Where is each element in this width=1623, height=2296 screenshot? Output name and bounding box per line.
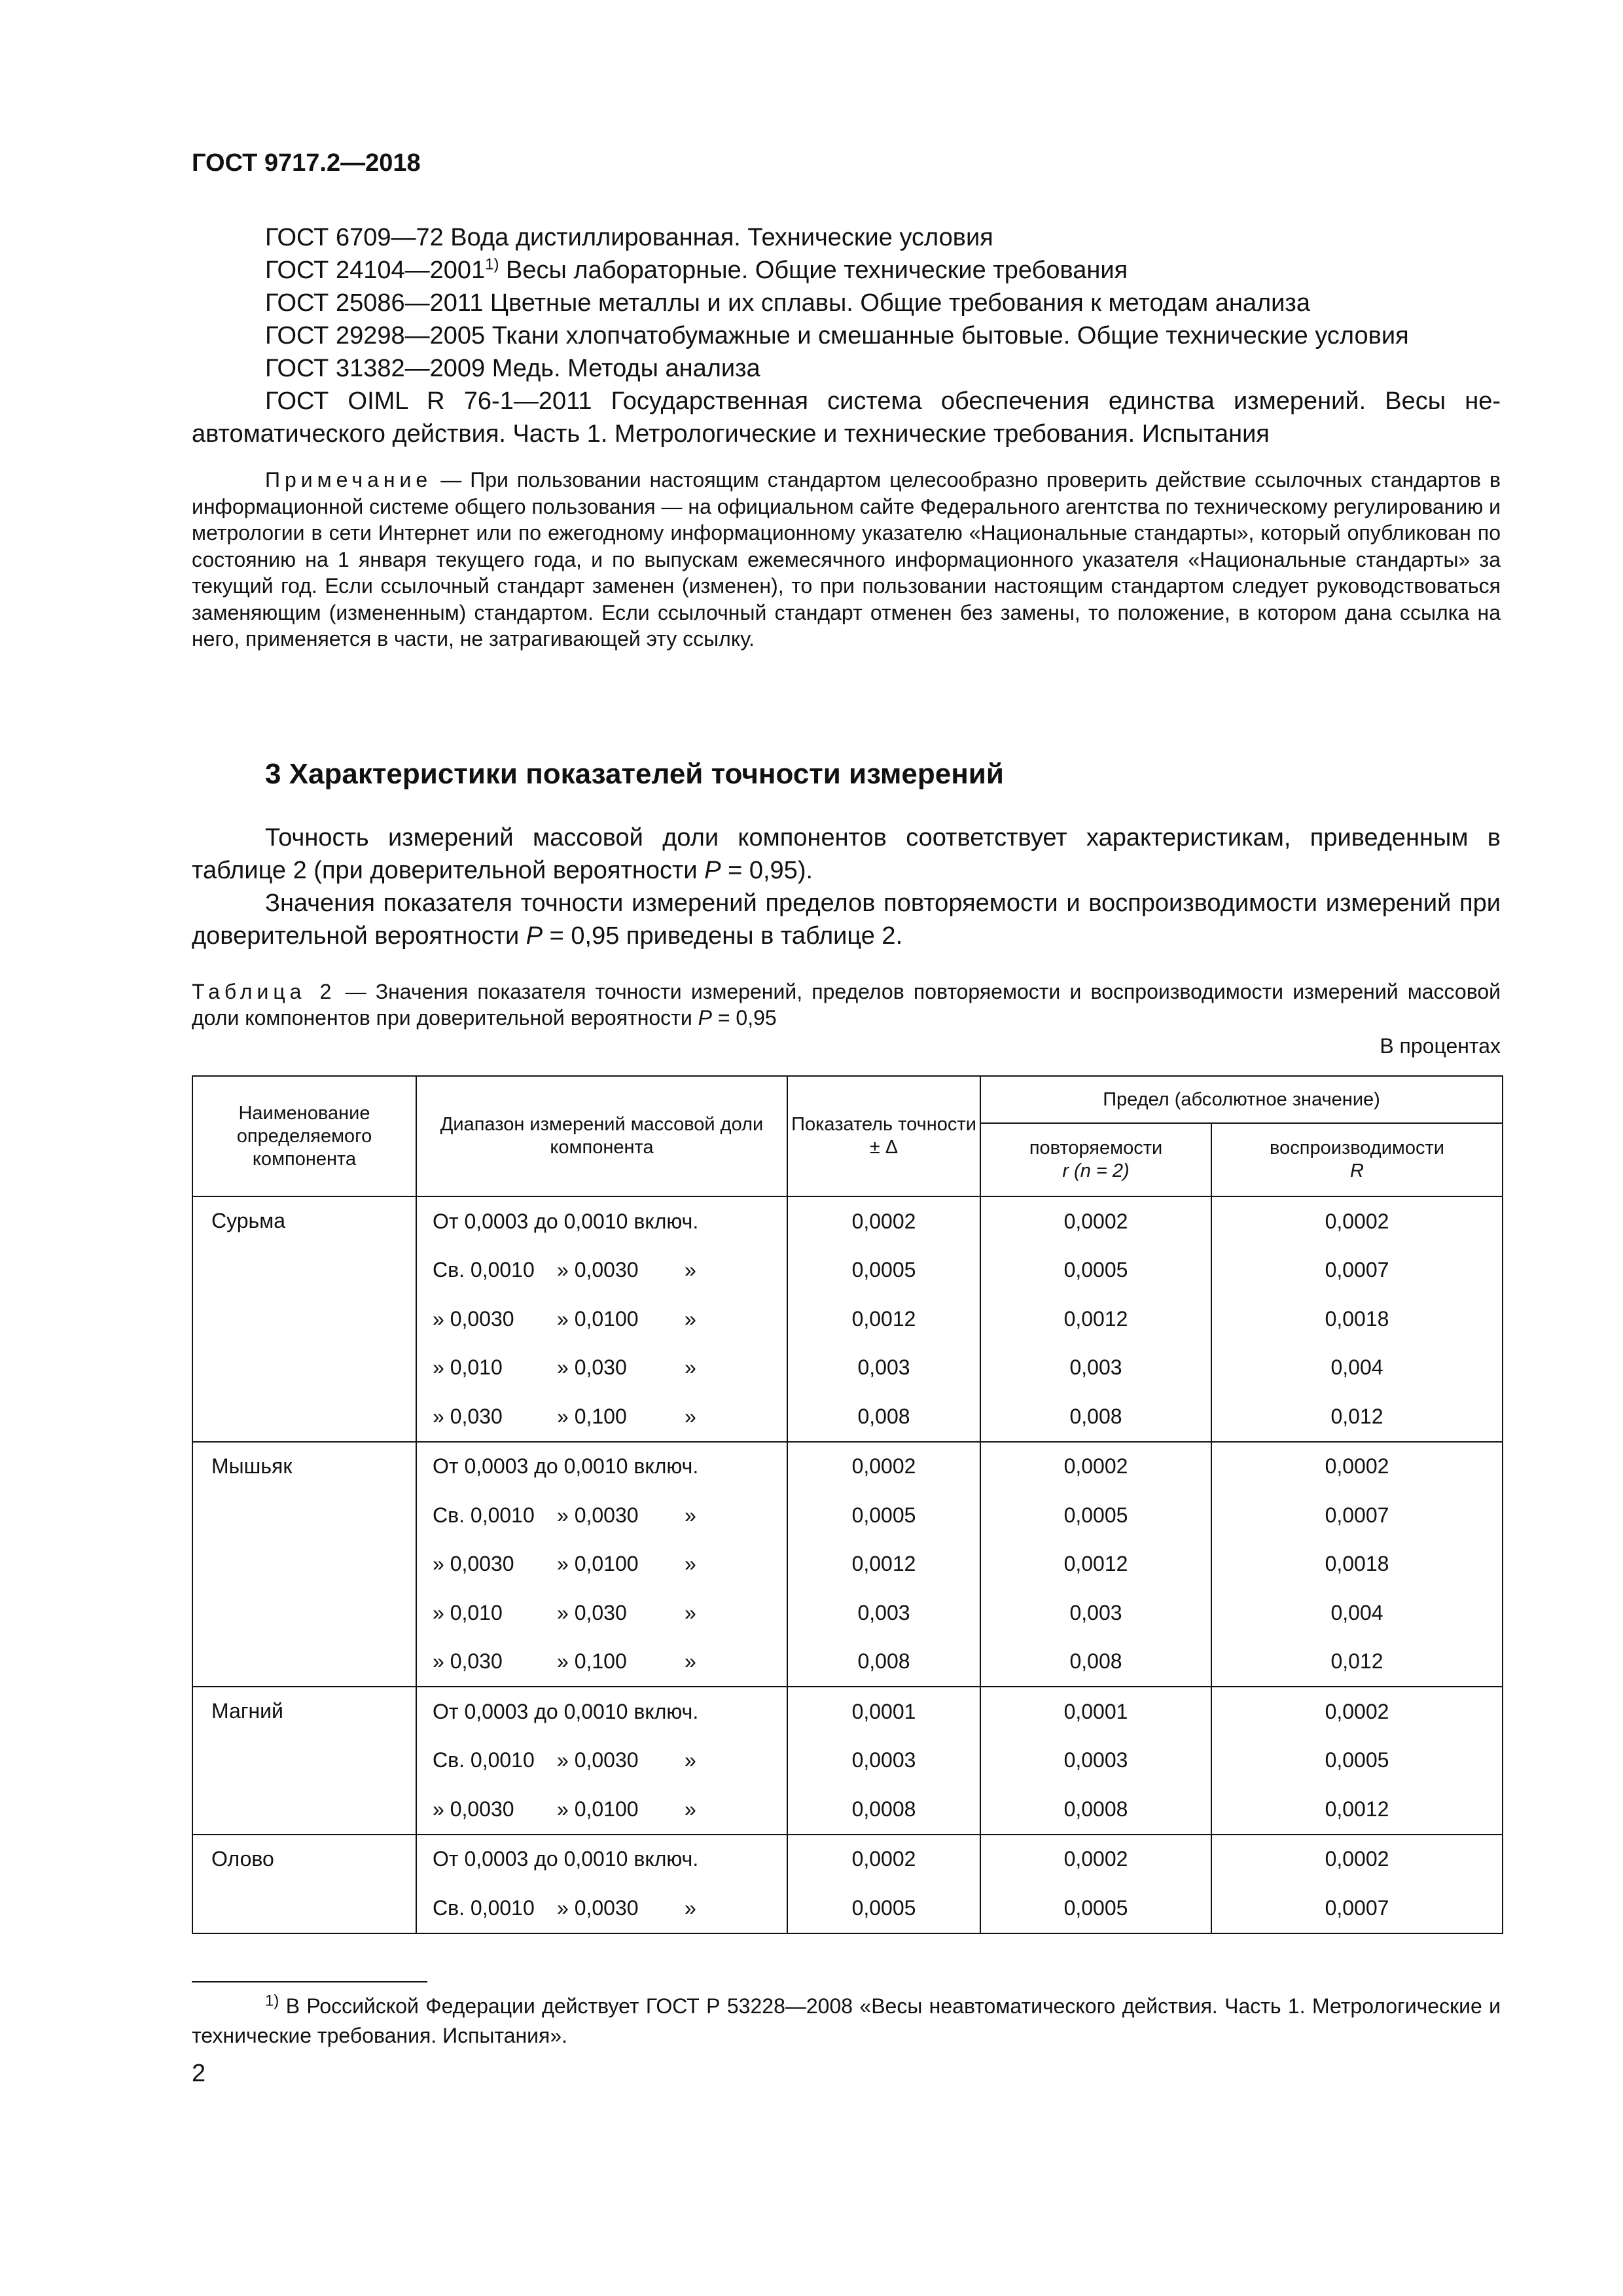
reproducibility-value: 0,0002 — [1211, 1835, 1503, 1884]
repeatability-value: 0,0005 — [980, 1246, 1211, 1295]
accuracy-value: 0,003 — [787, 1588, 980, 1638]
accuracy-value: 0,0005 — [787, 1491, 980, 1540]
reproducibility-value: 0,0018 — [1211, 1295, 1503, 1344]
reference-item: ГОСТ 31382—2009 Медь. Методы анализа — [265, 355, 760, 382]
header-repeatability: повторяемости r (n = 2) — [980, 1123, 1211, 1196]
component-name: Олово — [192, 1835, 416, 1933]
footnote: $^{1)}$ В Российской Федерации действует ГОСТ Р 53228—2008 «Весы неавтоматического действия. Часть 1. Метрологические и технические требования. Испытания». — [192, 1992, 1501, 2047]
component-name: Мышьяк — [192, 1442, 416, 1687]
repeatability-value: 0,0005 — [980, 1884, 1211, 1933]
reproducibility-value: 0,004 — [1211, 1344, 1503, 1393]
header-range: Диапазон измерений массовой доли компонента — [416, 1076, 787, 1196]
reference-item: ГОСТ 24104—2001$^{1)}$ Весы лабораторные. Общие технические требования — [265, 255, 1128, 284]
range-cell: » 0,0030 » 0,0100 » — [416, 1295, 787, 1344]
reproducibility-value: 0,012 — [1211, 1392, 1503, 1442]
accuracy-value: 0,0012 — [787, 1295, 980, 1344]
table-row — [192, 1442, 1503, 1492]
reproducibility-value: 0,0007 — [1211, 1491, 1503, 1540]
reproducibility-value: 0,0018 — [1211, 1540, 1503, 1589]
header-limit: Предел (абсолютное значение) — [980, 1076, 1503, 1123]
component-name: Сурьма — [192, 1196, 416, 1442]
table-unit: В процентах — [1380, 1034, 1501, 1058]
table-row — [192, 1687, 1503, 1736]
reproducibility-value: 0,0005 — [1211, 1736, 1503, 1785]
reference-item: ГОСТ 25086—2011 Цветные металлы и их сплавы. Общие требования к методам анализа — [265, 289, 1310, 317]
reproducibility-value: 0,0007 — [1211, 1246, 1503, 1295]
range-cell: Св. 0,0010 » 0,0030 » — [416, 1246, 787, 1295]
repeatability-value: 0,003 — [980, 1344, 1211, 1393]
repeatability-value: 0,003 — [980, 1588, 1211, 1638]
footnote-mark: 1) — [265, 1992, 279, 2010]
note-label: Примечание — [265, 468, 433, 492]
reference-item: ГОСТ 29298—2005 Ткани хлопчатобумажные и смешанные бытовые. Общие технические условия — [265, 322, 1409, 350]
accuracy-value: 0,008 — [787, 1638, 980, 1687]
accuracy-value: 0,0005 — [787, 1246, 980, 1295]
reference-item: ГОСТ OIML R 76-1—2011 Государственная система обеспечения единства измерений. Весы не-автоматического действия. Часть 1. Метрологические и технические требования. Испытания — [192, 387, 1501, 448]
reproducibility-value: 0,0002 — [1211, 1687, 1503, 1736]
repeatability-value: 0,0005 — [980, 1491, 1211, 1540]
range-cell: От 0,0003 до 0,0010 включ. — [416, 1196, 787, 1246]
range-cell: Св. 0,0010 » 0,0030 » — [416, 1884, 787, 1933]
table-row — [192, 1196, 1503, 1246]
accuracy-value: 0,0002 — [787, 1196, 980, 1246]
range-cell: » 0,030 » 0,100 » — [416, 1638, 787, 1687]
reproducibility-value: 0,0012 — [1211, 1785, 1503, 1835]
accuracy-value: 0,0002 — [787, 1442, 980, 1492]
document-header: ГОСТ 9717.2—2018 — [192, 149, 421, 177]
paragraph: Значения показателя точности измерений пределов повторяемости и воспроизводимости измерений при доверительной вероятности P = 0,95 приведены в таблице 2. — [192, 889, 1501, 950]
paragraph: Точность измерений массовой доли компонентов соответствует характеристикам, приведенным в таблице 2 (при доверительной вероятности P = 0,95). — [192, 824, 1501, 884]
note-text: — При пользовании настоящим стандартом целесообразно проверить действие ссылочных стандартов в информационной системе общего пользования — на официальном сайте Федерального агентства по техническому регулированию и метрологии в сети Интернет или по ежегодному информационному указателю «Национальные стандарты», который опубликован по состоянию на 1 января текущего года, и по выпускам ежемесячного информационного указателя «Национальные стандарты» за текущий год. Если ссылочный стандарт заменен (изменен), то при пользовании настоящим стандартом следует руководствоваться заменяющим (измененным) стандартом. Если ссылочный стандарт отменен без замены, то положение, в котором дана ссылка на него, применяется в части, не затрагивающей эту ссылку. — [192, 468, 1501, 651]
component-name: Магний — [192, 1687, 416, 1835]
repeatability-value: 0,0002 — [980, 1835, 1211, 1884]
accuracy-value: 0,0005 — [787, 1884, 980, 1933]
range-cell: » 0,0030 » 0,0100 » — [416, 1785, 787, 1835]
repeatability-value: 0,0001 — [980, 1687, 1211, 1736]
range-cell: Св. 0,0010 » 0,0030 » — [416, 1736, 787, 1785]
repeatability-value: 0,008 — [980, 1638, 1211, 1687]
accuracy-value: 0,008 — [787, 1392, 980, 1442]
reproducibility-value: 0,0007 — [1211, 1884, 1503, 1933]
repeatability-value: 0,0012 — [980, 1540, 1211, 1589]
accuracy-value: 0,0002 — [787, 1835, 980, 1884]
repeatability-value: 0,0003 — [980, 1736, 1211, 1785]
repeatability-value: 0,0002 — [980, 1196, 1211, 1246]
reproducibility-value: 0,0002 — [1211, 1442, 1503, 1492]
table-caption: Таблица 2 — Значения показателя точности измерений, пределов повторяемости и воспроизводимости измерений массовой доли компонентов при доверительной вероятности P = 0,95 — [192, 980, 1501, 1030]
range-cell: » 0,0030 » 0,0100 » — [416, 1540, 787, 1589]
note-paragraph — [192, 467, 1501, 653]
header-component: Наименование определяемого компонента — [192, 1076, 416, 1196]
reproducibility-value: 0,012 — [1211, 1638, 1503, 1687]
range-cell: От 0,0003 до 0,0010 включ. — [416, 1835, 787, 1884]
range-cell: » 0,030 » 0,100 » — [416, 1392, 787, 1442]
table-row — [192, 1835, 1503, 1884]
accuracy-value: 0,0012 — [787, 1540, 980, 1589]
section-title: 3 Характеристики показателей точности измерений — [265, 758, 1004, 790]
data-table — [192, 1075, 1503, 1934]
repeatability-value: 0,008 — [980, 1392, 1211, 1442]
range-cell: » 0,010 » 0,030 » — [416, 1344, 787, 1393]
range-cell: » 0,010 » 0,030 » — [416, 1588, 787, 1638]
reproducibility-value: 0,004 — [1211, 1588, 1503, 1638]
accuracy-value: 0,003 — [787, 1344, 980, 1393]
range-cell: От 0,0003 до 0,0010 включ. — [416, 1442, 787, 1492]
footnote-mark: 1) — [485, 255, 499, 274]
repeatability-value: 0,0012 — [980, 1295, 1211, 1344]
header-accuracy: Показатель точности ± Δ — [787, 1076, 980, 1196]
range-cell: От 0,0003 до 0,0010 включ. — [416, 1687, 787, 1736]
accuracy-value: 0,0003 — [787, 1736, 980, 1785]
repeatability-value: 0,0002 — [980, 1442, 1211, 1492]
repeatability-value: 0,0008 — [980, 1785, 1211, 1835]
range-cell: Св. 0,0010 » 0,0030 » — [416, 1491, 787, 1540]
accuracy-value: 0,0001 — [787, 1687, 980, 1736]
reference-list — [192, 221, 1501, 450]
reference-item: ГОСТ 6709—72 Вода дистиллированная. Технические условия — [265, 224, 993, 251]
accuracy-value: 0,0008 — [787, 1785, 980, 1835]
reproducibility-value: 0,0002 — [1211, 1196, 1503, 1246]
footnote-separator — [192, 1981, 427, 1982]
section-body — [192, 821, 1501, 952]
page-number: 2 — [192, 2060, 206, 2087]
header-reproducibility: воспроизводимости R — [1211, 1123, 1503, 1196]
